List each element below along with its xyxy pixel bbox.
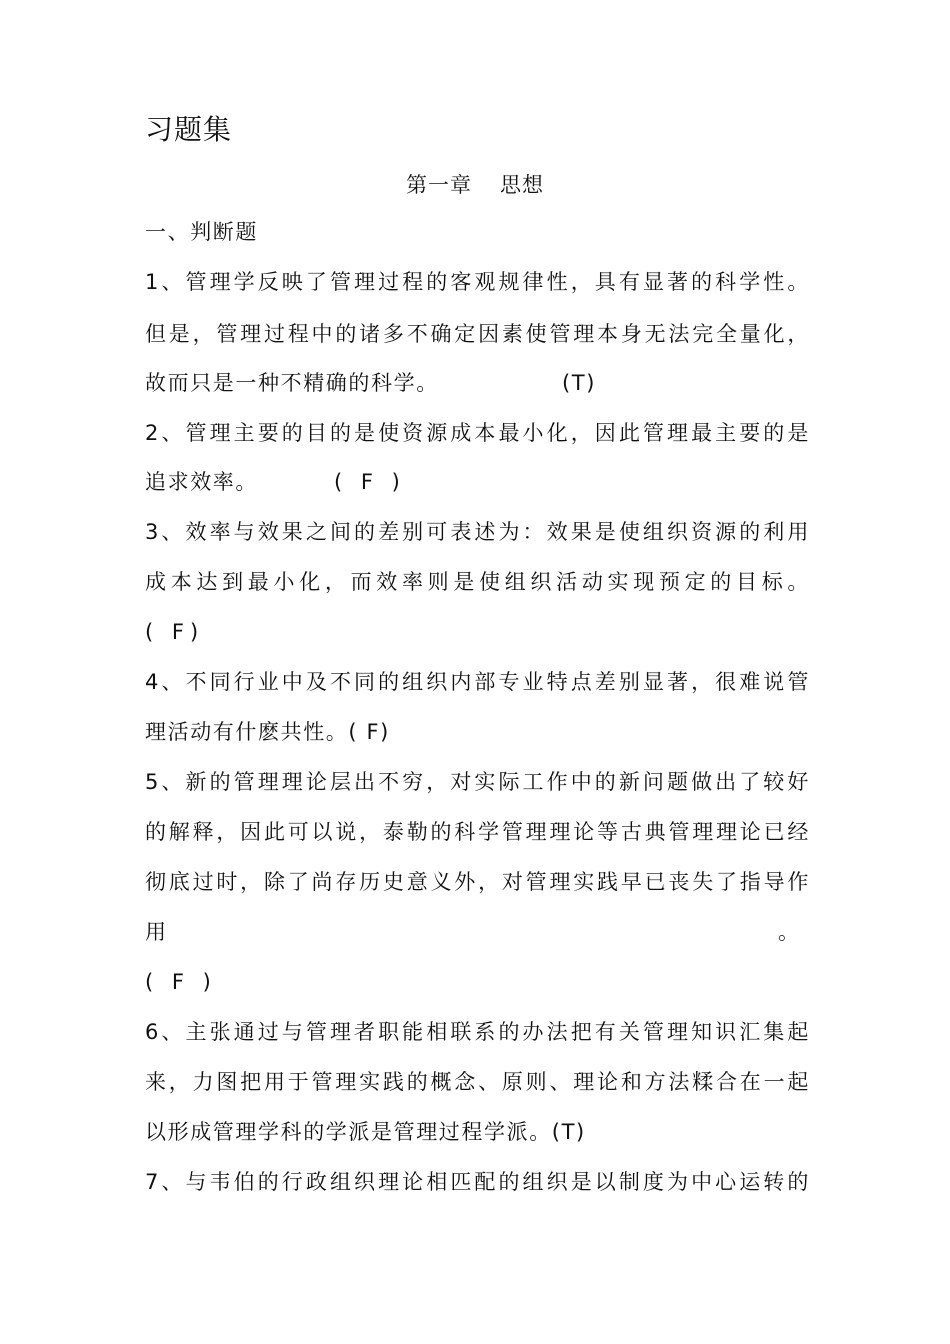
question-2-line-2: 追求效率。 bbox=[145, 470, 258, 494]
question-5-line-2: 的解释，因此可以说，泰勒的科学管理理论等古典管理理论已经 bbox=[145, 820, 810, 844]
question-5-line-3: 彻底过时，除了尚存历史意义外，对管理实践早已丧失了指导作 bbox=[145, 870, 810, 894]
chapter-title bbox=[0, 170, 950, 200]
question-6-line-1: 6、主张通过与管理者职能相联系的办法把有关管理知识汇集起 bbox=[145, 1020, 810, 1044]
question-5-line-4: 用 bbox=[145, 920, 168, 944]
question-3-line-1: 3、效率与效果之间的差别可表述为：效果是使组织资源的利用 bbox=[145, 520, 810, 544]
question-7-line-1: 7、与韦伯的行政组织理论相匹配的组织是以制度为中心运转的 bbox=[145, 1170, 810, 1194]
question-1-line-3: 故而只是一种不精确的科学。 bbox=[145, 371, 439, 395]
question-1-line-1: 1、管理学反映了管理过程的客观规律性，具有显著的科学性。 bbox=[145, 270, 810, 294]
question-5-line-1: 5、新的管理理论层出不穷，对实际工作中的新问题做出了较好 bbox=[145, 770, 810, 794]
question-5-period: 。 bbox=[778, 920, 801, 944]
section-heading: 一、判断题 bbox=[145, 220, 258, 244]
question-4-line-1: 4、不同行业中及不同的组织内部专业特点差别显著，很难说管 bbox=[145, 670, 810, 694]
answer-1: (T) bbox=[562, 371, 597, 395]
answer-5: ( F ) bbox=[145, 970, 217, 994]
answer-2: ( F ) bbox=[334, 470, 406, 494]
question-1-line-2: 但是，管理过程中的诸多不确定因素使管理本身无法完全量化， bbox=[145, 322, 810, 346]
document-title: 习题集 bbox=[145, 113, 233, 146]
question-6-line-3: 以形成管理学科的学派是管理过程学派。(T) bbox=[145, 1120, 586, 1144]
question-3-line-2: 成本达到最小化，而效率则是使组织活动实现预定的目标。 bbox=[145, 570, 810, 594]
question-4-line-2: 理活动有什麽共性。( F) bbox=[145, 720, 390, 744]
question-2-line-1: 2、管理主要的目的是使资源成本最小化，因此管理最主要的是 bbox=[145, 421, 810, 445]
chapter-name: 思想 bbox=[500, 173, 544, 197]
chapter-number: 第一章 bbox=[406, 173, 472, 197]
answer-3: ( F) bbox=[145, 620, 205, 644]
question-6-line-2: 来，力图把用于管理实践的概念、原则、理论和方法糅合在一起 bbox=[145, 1070, 810, 1094]
